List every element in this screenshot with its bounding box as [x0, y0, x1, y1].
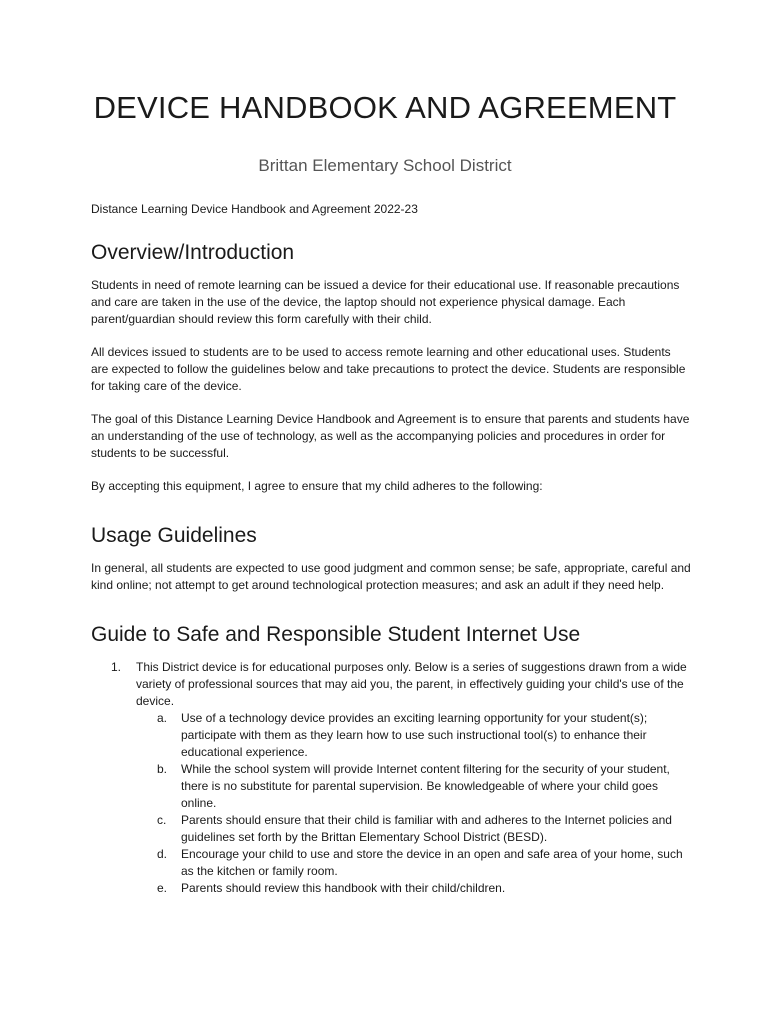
usage-heading: Usage Guidelines: [91, 524, 257, 547]
sub-list-letter: e.: [157, 881, 168, 895]
list-number: 1.: [111, 660, 122, 674]
document-body: [91, 238, 691, 897]
sub-list-item: [136, 710, 691, 761]
usage-paragraph: In general, all students are expected to use good judgment and common sense; be safe, appropriate, careful and kind online; not attempt to get around technological protection measures; and ask an adult if they need help.: [91, 561, 691, 592]
sub-list-item: [136, 846, 691, 880]
guide-section: [91, 620, 691, 897]
list-item: [91, 659, 691, 897]
sub-list-text: While the school system will provide Internet content filtering for the security of your student, there is no substitute for parental supervision. Be knowledgeable of where your child goes online.: [181, 762, 670, 810]
sub-list-text: Encourage your child to use and store the device in an open and safe area of your home, such as the kitchen or family room.: [181, 847, 683, 878]
document-title: DEVICE HANDBOOK AND AGREEMENT: [93, 90, 677, 125]
sub-list-item: [136, 761, 691, 812]
guide-heading: Guide to Safe and Responsible Student Internet Use: [91, 623, 581, 646]
sub-list-letter: b.: [157, 762, 168, 776]
overview-section: [91, 238, 691, 495]
sub-list-item: [136, 812, 691, 846]
sub-list-item: [136, 880, 691, 897]
usage-section: [91, 521, 691, 594]
list-item-text: This District device is for educational purposes only. Below is a series of suggestions drawn from a wide variety of professional sources that may aid you, the parent, in effectively guiding your child's use of the device.: [136, 660, 687, 708]
sub-list-text: Parents should review this handbook with their child/children.: [181, 881, 506, 895]
guide-list: [91, 659, 691, 897]
overview-heading: Overview/Introduction: [91, 241, 295, 264]
overview-paragraph: Students in need of remote learning can be issued a device for their educational use. If reasonable precautions and care are taken in the use of the device, the laptop should not experience physical damage. Each parent/guardian should review this form carefully with their child.: [91, 278, 680, 326]
district-name: Brittan Elementary School District: [258, 156, 512, 175]
sub-list-letter: c.: [157, 813, 167, 827]
sub-list-letter: a.: [157, 711, 168, 725]
overview-paragraph: By accepting this equipment, I agree to ensure that my child adheres to the following:: [91, 479, 543, 493]
sub-list-letter: d.: [157, 847, 168, 861]
overview-paragraph: All devices issued to students are to be used to access remote learning and other educational uses. Students are expected to follow the guidelines below and take precautions to protect the device. Students are responsible for taking care of the device.: [91, 345, 686, 393]
sub-list-text: Use of a technology device provides an exciting learning opportunity for your student(s); participate with them as they learn how to use such instructional tool(s) to enhance their educational experience.: [181, 711, 648, 759]
overview-paragraph: The goal of this Distance Learning Device Handbook and Agreement is to ensure that parents and students have an understanding of the use of technology, as well as the accompanying policies and procedures in order for students to be successful.: [91, 412, 690, 460]
sub-list-text: Parents should ensure that their child is familiar with and adheres to the Internet policies and guidelines set forth by the Brittan Elementary School District (BESD).: [181, 813, 672, 844]
sub-list: [136, 710, 691, 897]
document-subheading: Distance Learning Device Handbook and Agreement 2022-23: [91, 202, 418, 216]
